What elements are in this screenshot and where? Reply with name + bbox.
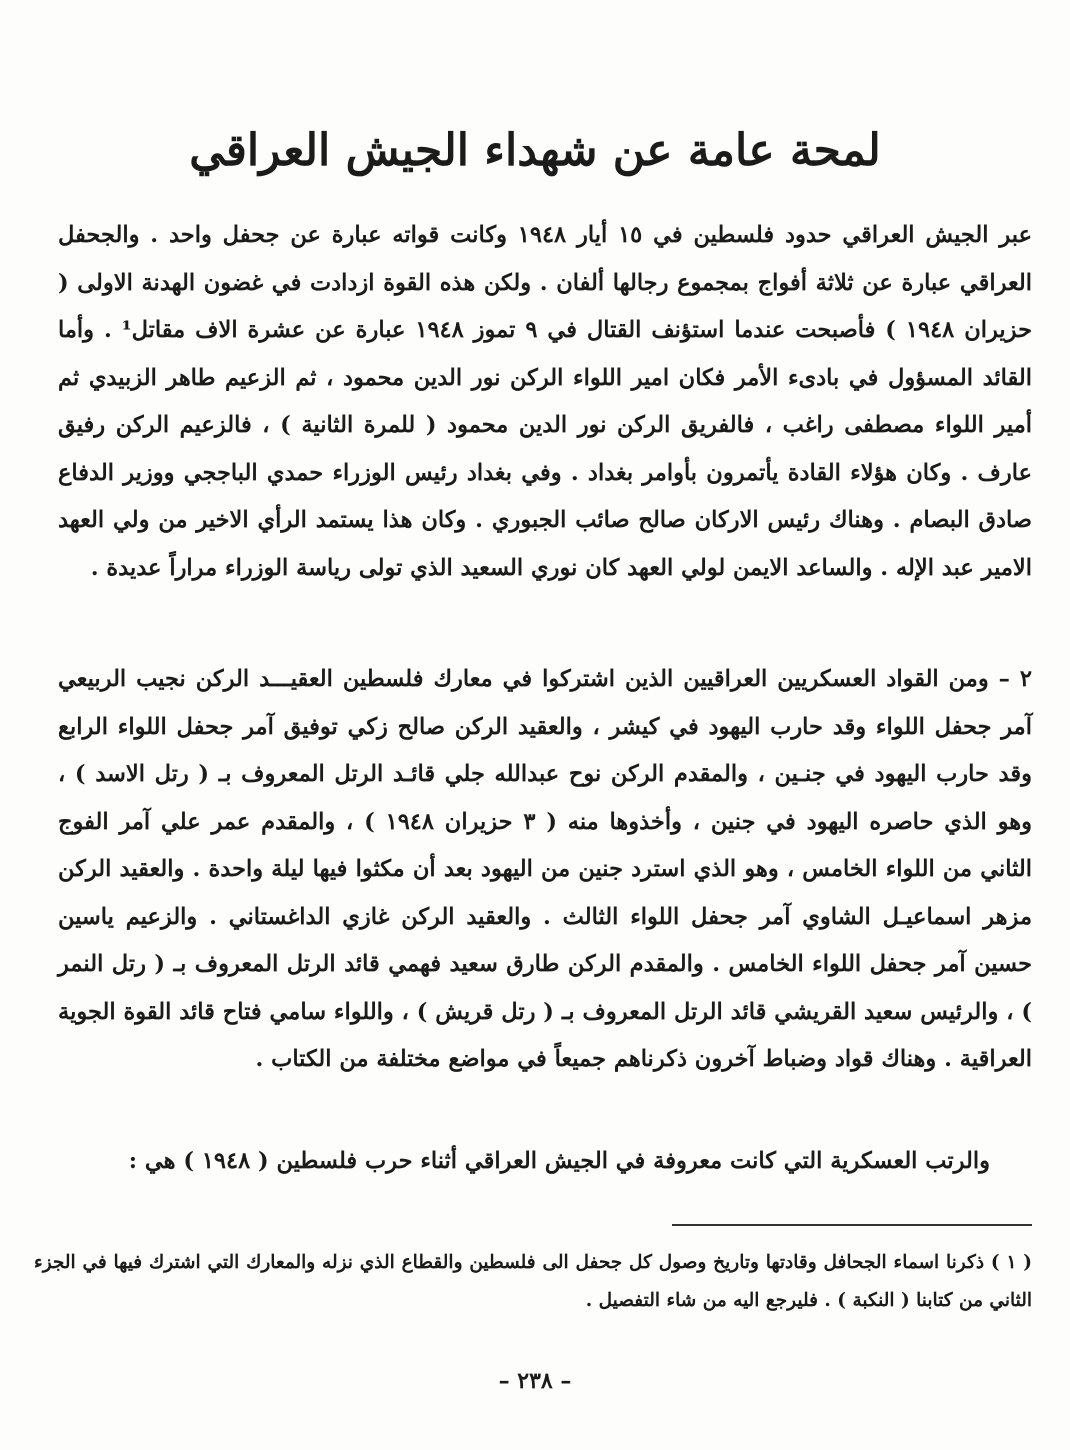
paragraph-2-text: ٢ – ومن القواد العسكريين العراقيين الذين اشتركوا في معارك فلسطين العقيـــد الركن نجيب الربيعي آمر جحفل اللواء وقد حارب اليهود في كيشر ، والعقيد الركن صالح زكي توفيق آمر جحفل اللواء الرابع وقد حارب اليهود في جنـين ، والمقدم الركن نوح عبدالله جلي قائـد الرتل المعروف بـ ( رتل الاسد ) ، وهو الذي حاصره اليهود في جنين ، وأخذوها منه ( ٣ حزيران ١٩٤٨ ) ، والمقدم عمر علي آمر الفوج الثاني من اللواء الخامس ، وهو الذي استرد جنين من اليهود بعد أن مكثوا فيها ليلة واحدة . والعقيد الركن مزهر اسماعيـل الشاوي آمر جحفل اللواء الثالث . والعقيد الركن غازي الداغستاني . والزعيم ياسين حسين آمر جحفل اللواء الخامس . والمقدم الركن طارق سعيد فهمي قائد الرتل المعروف بـ ( رتل النمر ) ، والرئيس سعيد القريشي قائد الرتل المعروف بـ ( رتل قريش ) ، واللواء سامي فتاح قائد القوة الجوية العراقية . وهناك قواد وضباط آخرون ذكرناهم جميعاً في مواضع مختلفة من الكتاب . (58, 666, 1032, 1072)
ranks-intro: والرتب العسكرية التي كانت معروفة في الجيش العراقي أثناء حرب فلسطين ( ١٩٤٨ ) هي : (128, 1148, 990, 1174)
page-title: لمحة عامة عن شهداء الجيش العراقي (189, 125, 881, 177)
page-number: – ٢٣٨ – (498, 1368, 572, 1394)
footnote-divider (672, 1224, 1032, 1226)
paragraph-1-text: عبر الجيش العراقي حدود فلسطين في ١٥ أيار ١٩٤٨ وكانت قواته عبارة عن جحفل واحد . والجحفل العراقي عبارة عن ثلاثة أفواج بمجموع رجالها ألفان . ولكن هذه القوة ازدادت في غضون الهدنة الاولى ( حزيران ١٩٤٨ ) فأصبحت عندما استؤنف القتال في ٩ تموز ١٩٤٨ عبارة عن عشرة الاف مقاتل¹ . وأما القائد المسؤول في بادىء الأمر فكان امير اللواء الركن نور الدين محمود ، ثم الزعيم طاهر الزبيدي ثم أمير اللواء مصطفى راغب ، فالفريق الركن نور الدين محمود ( للمرة الثانية ) ، فالزعيم الركن رفيق عارف . وكان هؤلاء القادة يأتمرون بأوامر بغداد . وفي بغداد رئيس الوزراء حمدي الباججي ووزير الدفاع صادق البصام . وهناك رئيس الاركان صالح صائب الجبوري . وكان هذا يستمد الرأي الاخير من ولي العهد الامير عبد الإله . والساعد الايمن لولي العهد كان نوري السعيد الذي تولى رياسة الوزراء مراراً عديدة . (58, 222, 1032, 581)
paragraph-army-overview (58, 212, 1032, 592)
paragraph-commanders (58, 656, 1032, 1084)
footnote: ( ١ ) ذكرنا اسماء الجحافل وقادتها وتاريخ وصول كل جحفل الى فلسطين والقطاع الذي نزله والمعارك التي اشترك فيها في الجزء الثاني من كتابنا ( النكبة ) . فليرجع اليه من شاء التفصيل . (34, 1252, 1032, 1311)
